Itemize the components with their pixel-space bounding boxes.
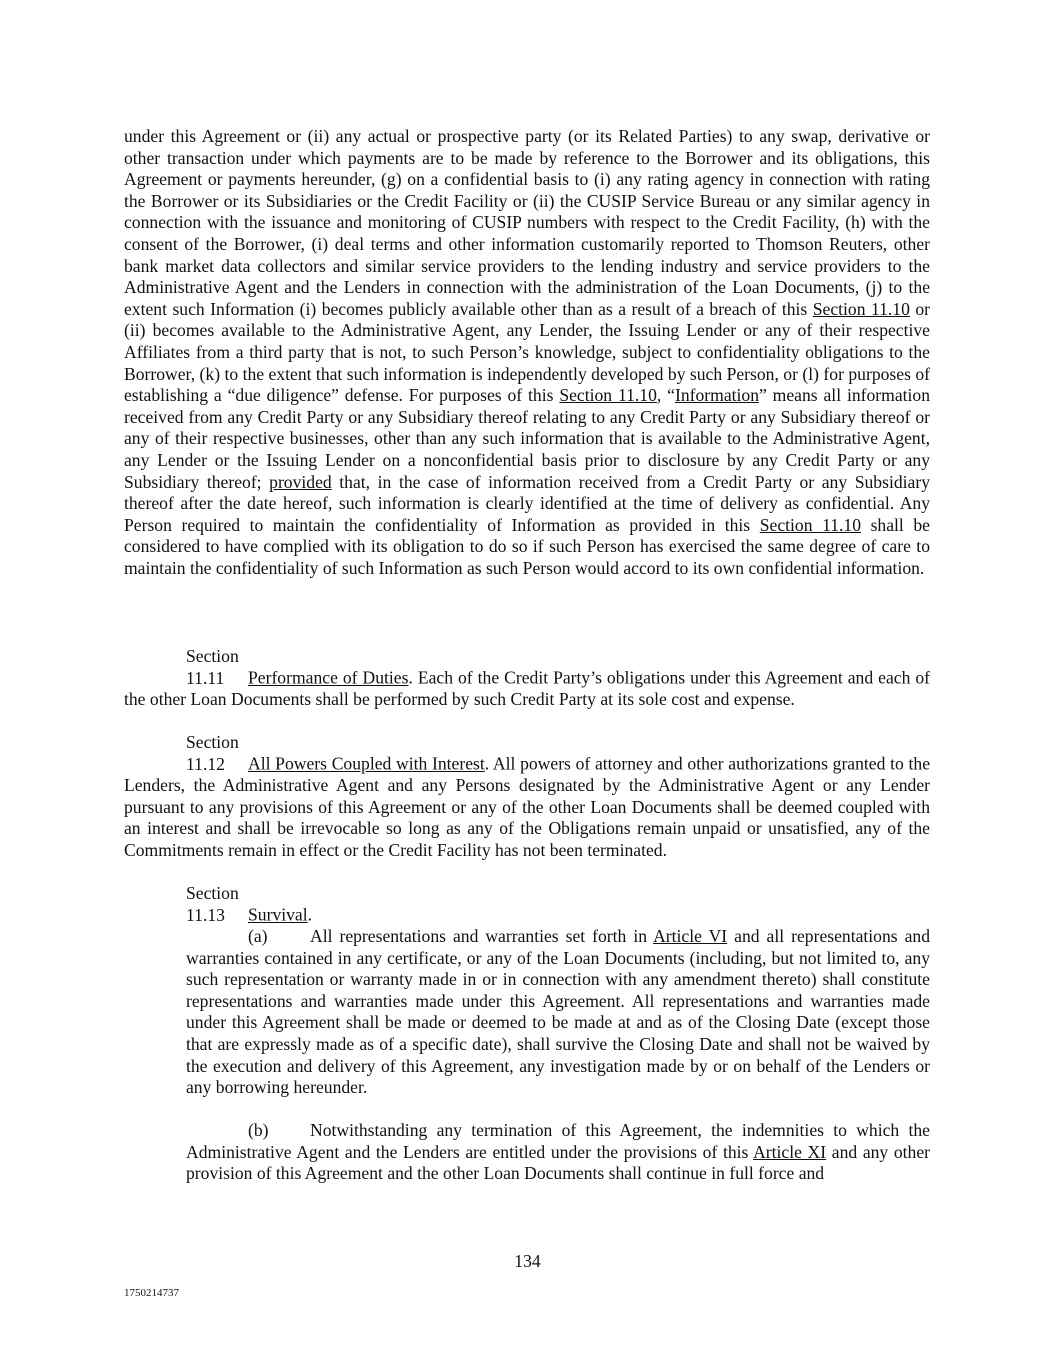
body-text: and all representations and warranties contained in any certificate, or any of the Loan Documents (including, but not limited to, any such representation or warranty made in or in connection with any amendment thereto) shall constitute representations and warranties made under this Agreement. All representations and warranties made under this Agreement shall be made or deemed to be made at and as of the Closing Date (except those that are expressly made as of a specific date), shall survive the Closing Date and shall not be waived by the execution and delivery of this Agreement, any investigation made by or on behalf of the Lenders or any borrowing hereunder. <box>186 926 931 1098</box>
section-11-13 <box>124 883 930 926</box>
section-11-11 <box>124 646 930 711</box>
article-reference: Article XI <box>753 1141 827 1162</box>
body-text: Notwithstanding any termination of this Agreement, the indemnities to which the Administrative Agent and the Lenders are entitled under the provisions of this <box>186 1120 930 1162</box>
subsection-label: (b) <box>248 1120 269 1140</box>
section-reference: Section 11.10 <box>759 514 861 535</box>
defined-term: Information <box>674 385 760 406</box>
section-body: . All powers of attorney and other authorizations granted to the Lenders, the Administrative Agent and any Persons designated by the Administrative Agent or any Lender pursuant to any provisions of this Agreement or any of the other Loan Documents shall be deemed coupled with an interest and shall be irrevocable so long as any of the Obligations remain unpaid or unsatisfied, any of the Commitments remain in effect or the Credit Facility has not been terminated. <box>124 753 930 860</box>
section-number: Section 11.13 <box>186 883 239 925</box>
subsection-a <box>186 926 930 1099</box>
section-heading: Survival <box>248 904 308 925</box>
body-text: under this Agreement or (ii) any actual or prospective party (or its Related Parties) to any swap, derivative or other transaction under which payments are to be made by reference to the Borrower and its obligations, this Agreement or payments hereunder, (g) on a confidential basis to (i) any rating agency in connection with rating the Borrower or its Subsidiaries or the Credit Facility or (ii) the CUSIP Service Bureau or any similar agency in connection with the issuance and monitoring of CUSIP numbers with respect to the Credit Facility, (h) with the consent of the Borrower, (i) deal terms and other information customarily reported to Thomson Reuters, other bank market data collectors and similar service providers to the lending industry and service providers to the Administrative Agent and the Lenders in connection with the administration of the Loan Documents, (j) to the extent such Information (i) becomes publicly available other than as a result of a breach of this <box>124 126 930 319</box>
body-text: ” means all information received from any Credit Party or any Subsidiary thereof relating to any Credit Party or any Subsidiary thereof or any of their respective businesses, other than any such information that is available to the Administrative Agent, any Lender or the Issuing Lender on a nonconfidential basis prior to disclosure by any Credit Party or any Subsidiary thereof; <box>124 385 931 492</box>
page-number: 134 <box>514 1251 541 1271</box>
confidentiality-paragraph-continued <box>124 126 930 579</box>
body-text: and any other provision of this Agreement and the other Loan Documents shall continue in full force and <box>186 1141 931 1184</box>
document-id: 1750214737 <box>124 1287 179 1299</box>
section-number: Section 11.11 <box>186 646 239 688</box>
section-number: Section 11.12 <box>186 732 239 774</box>
body-text: shall be considered to have complied with its obligation to do so if such Person has exercised the same degree of care to maintain the confidentiality of such Information as such Person would accord to its own confidential information. <box>124 514 930 578</box>
body-text: or (ii) becomes available to the Administrative Agent, any Lender, the Issuing Lender or any of their respective Affiliates from a third party that is not, to such Person’s knowledge, subject to confidentiality obligations to the Borrower, (k) to the extent that such information is independently developed by such Person, or (l) for purposes of establishing a “due diligence” defense. For purposes of this <box>124 298 931 406</box>
body-text: that, in the case of information received from a Credit Party or any Subsidiary thereof after the date hereof, such information is clearly identified at the time of delivery as confidential. Any Person required to maintain the confidentiality of Information as provided in this <box>124 471 930 535</box>
subsection-label: (a) <box>248 926 268 946</box>
section-heading: Performance of Duties <box>248 667 409 688</box>
body-text: All representations and warranties set forth in <box>310 926 654 946</box>
subsection-b <box>186 1120 930 1185</box>
section-11-12 <box>124 732 930 862</box>
body-text: , “ <box>656 385 675 406</box>
section-reference: Section 11.10 <box>559 385 657 406</box>
section-heading: All Powers Coupled with Interest <box>248 753 485 774</box>
article-reference: Article VI <box>653 926 728 946</box>
proviso-term: provided <box>269 471 332 492</box>
section-body: . <box>307 904 313 925</box>
section-body: . Each of the Credit Party’s obligations under this Agreement and each of the other Loan Documents shall be performed by such Credit Party at its sole cost and expense. <box>124 667 931 710</box>
section-reference: Section 11.10 <box>812 298 910 319</box>
